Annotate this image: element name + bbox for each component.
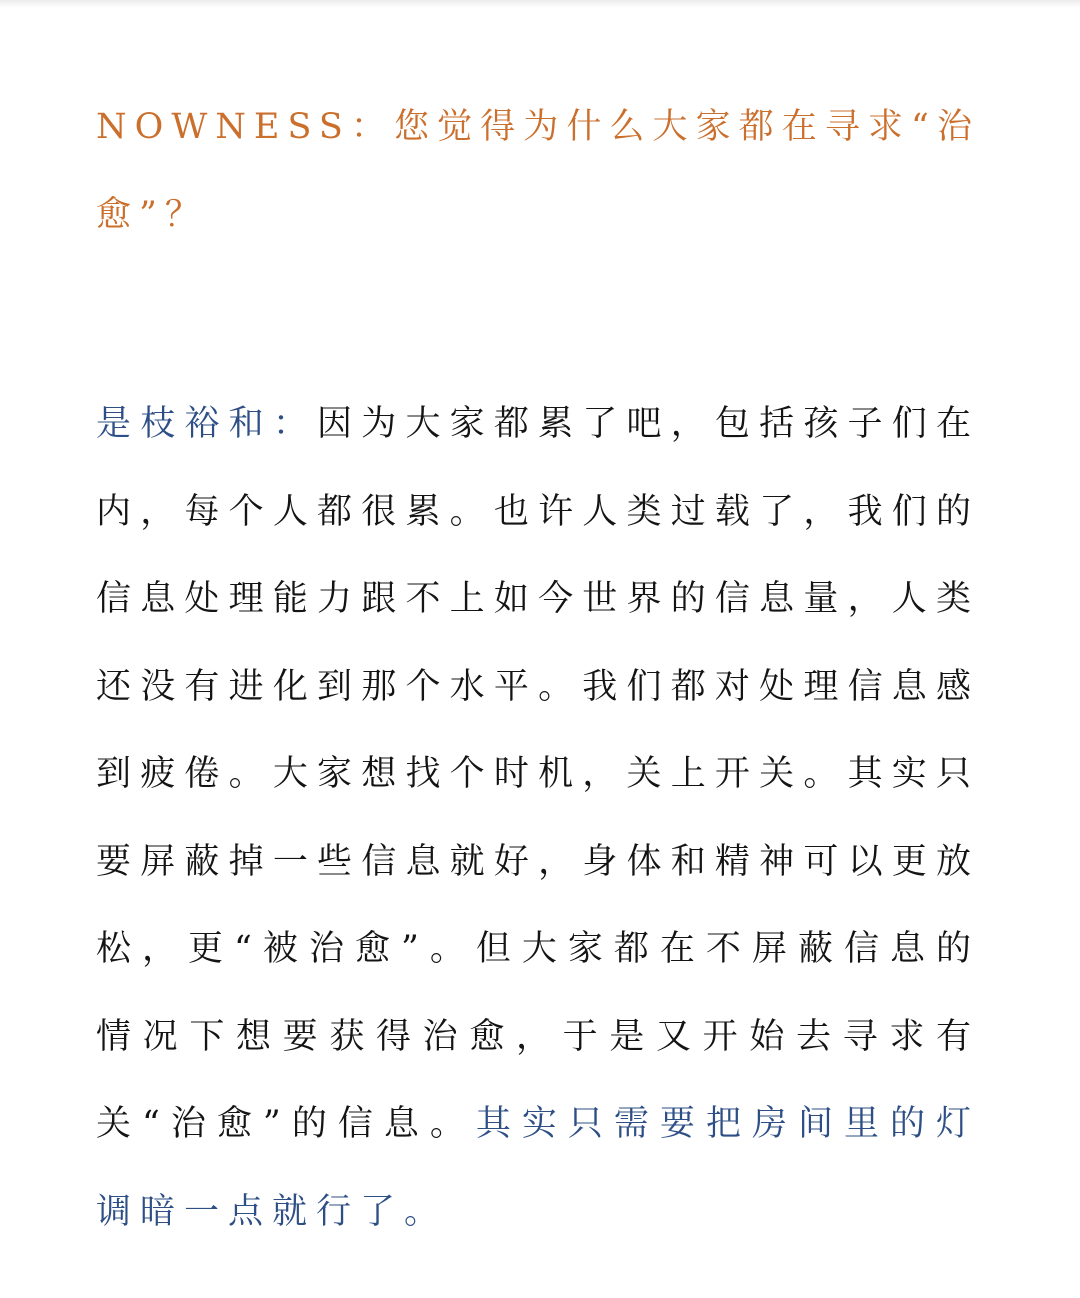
interview-question <box>96 0 980 259</box>
question-prefix: NOWNESS： <box>96 107 394 147</box>
interview-article <box>96 0 980 1256</box>
answer-highlight: 其实只需要把房间里的灯调暗一点就行了。 <box>96 1104 980 1232</box>
answer-text: 因为大家都累了吧，包括孩子们在内，每个人都很累。也许人类过载了，我们的信息处理能力跟不上如今世界的信息量，人类还没有进化到那个水平。我们都对处理信息感到疲倦。大家想找个时机，关上开关。其实只要屏蔽掉一些信息就好，身体和精神可以更放松，更“被治愈”。但大家都在不屏蔽信息的情况下想要获得治愈，于是又开始去寻求有关“治愈”的信息。 <box>96 404 980 1144</box>
question-text: 您觉得为什么大家都在寻求“治愈”？ <box>96 107 980 235</box>
interview-answer <box>96 259 980 1256</box>
speaker-name: 是枝裕和： <box>96 404 318 444</box>
